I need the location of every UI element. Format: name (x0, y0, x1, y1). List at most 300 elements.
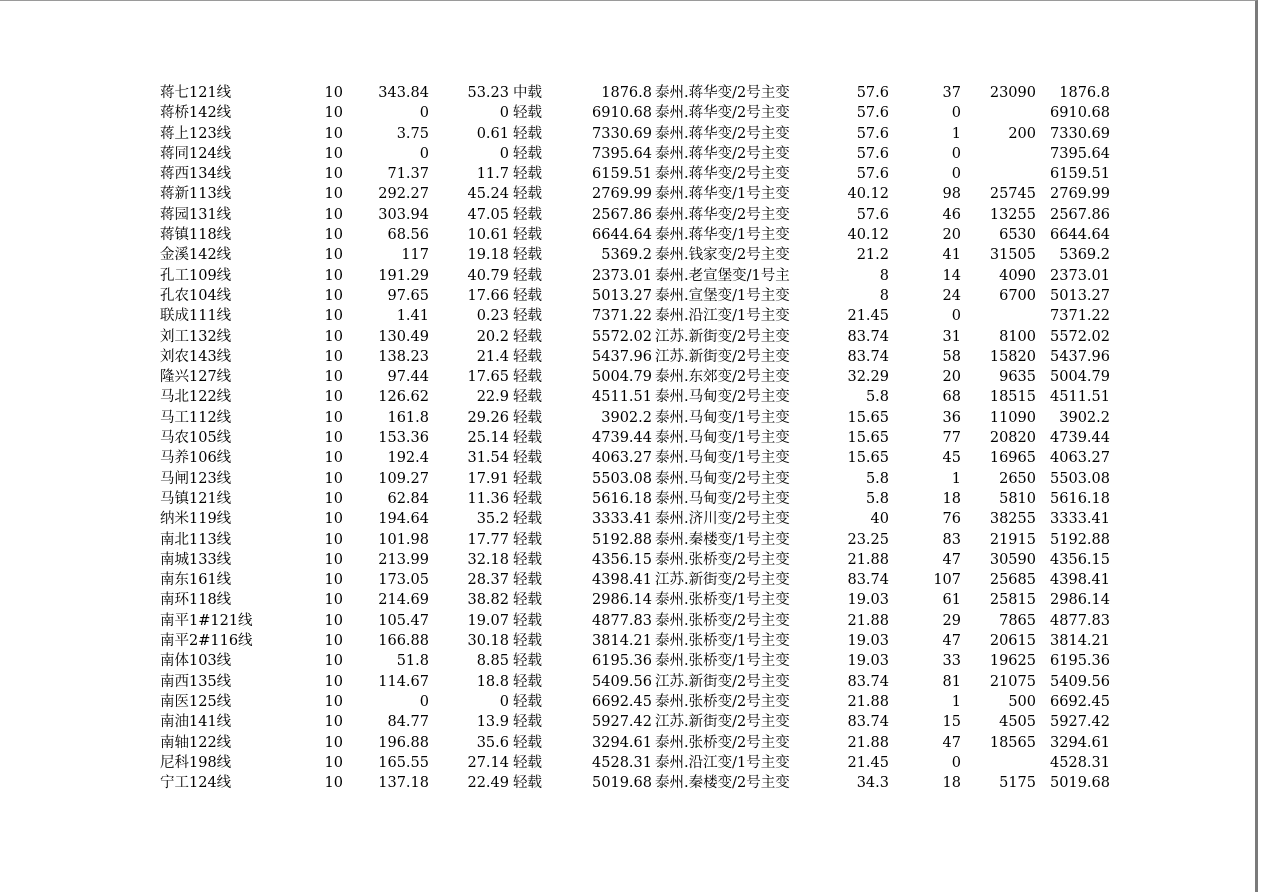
cell-value-a: 191.29 (378, 267, 429, 284)
cell-value-c: 3814.21 (592, 633, 652, 650)
cell-line-name: 马闸123线 (160, 470, 232, 487)
cell-count: 0 (951, 105, 961, 122)
cell-line-name: 南平2#116线 (160, 633, 253, 650)
cell-voltage: 10 (324, 470, 343, 487)
cell-value-b: 35.2 (476, 511, 509, 528)
cell-count: 47 (942, 734, 961, 751)
cell-substation-transformer: 泰州.蒋华变/2号主变 (655, 125, 790, 142)
cell-count: 31 (942, 328, 961, 345)
cell-count: 58 (942, 348, 961, 365)
cell-value-c: 5572.02 (592, 328, 652, 345)
cell-substation-transformer: 江苏.新街变/2号主变 (655, 714, 790, 731)
cell-line-name: 刘工132线 (160, 328, 232, 345)
cell-count: 20 (942, 369, 961, 386)
cell-value-e: 4739.44 (1050, 430, 1110, 447)
cell-value-d: 9635 (999, 369, 1036, 386)
cell-value-d: 23090 (989, 85, 1036, 101)
cell-load-status: 轻载 (513, 308, 542, 325)
cell-load-status: 轻载 (513, 389, 542, 406)
cell-voltage: 10 (324, 572, 343, 589)
cell-voltage: 10 (324, 125, 343, 142)
cell-voltage: 10 (324, 633, 343, 650)
cell-value-c: 2567.86 (592, 206, 652, 223)
cell-count: 1 (951, 693, 961, 710)
cell-substation-transformer: 泰州.马甸变/1号主变 (655, 409, 790, 426)
cell-line-name: 隆兴127线 (160, 369, 232, 386)
cell-value-e: 6195.36 (1050, 653, 1110, 670)
cell-load-status: 轻载 (513, 206, 542, 223)
table-row (160, 692, 1110, 712)
cell-count: 15 (942, 714, 961, 731)
table-row (160, 144, 1110, 164)
cell-voltage: 10 (324, 308, 343, 325)
cell-capacity: 57.6 (856, 145, 889, 162)
cell-value-a: 194.64 (378, 511, 429, 528)
cell-substation-transformer: 泰州.东郊变/2号主变 (655, 369, 790, 386)
cell-voltage: 10 (324, 754, 343, 771)
cell-count: 83 (942, 531, 961, 548)
cell-value-d: 18565 (989, 734, 1036, 751)
cell-voltage: 10 (324, 511, 343, 528)
table-row (160, 184, 1110, 204)
cell-voltage: 10 (324, 693, 343, 710)
cell-line-name: 孔农104线 (160, 287, 232, 304)
cell-load-status: 轻载 (513, 247, 542, 264)
cell-value-c: 3294.61 (592, 734, 652, 751)
cell-count: 18 (942, 490, 961, 507)
cell-value-c: 5437.96 (592, 348, 652, 365)
table-row (160, 428, 1110, 448)
cell-count: 98 (942, 186, 961, 203)
cell-value-a: 214.69 (378, 592, 429, 609)
table-row (160, 773, 1110, 793)
cell-value-c: 3902.2 (601, 409, 652, 426)
cell-value-d: 200 (1008, 125, 1036, 142)
cell-load-status: 轻载 (513, 409, 542, 426)
cell-value-c: 5369.2 (601, 247, 652, 264)
cell-value-c: 6644.64 (592, 227, 652, 244)
table-row (160, 570, 1110, 590)
cell-line-name: 蒋同124线 (160, 145, 232, 162)
cell-value-a: 173.05 (378, 572, 429, 589)
cell-capacity: 57.6 (856, 85, 889, 101)
cell-count: 29 (942, 612, 961, 629)
cell-value-e: 3814.21 (1050, 633, 1110, 650)
cell-value-e: 4877.83 (1050, 612, 1110, 629)
feeder-load-table (160, 83, 1110, 793)
cell-value-e: 4528.31 (1050, 754, 1110, 771)
cell-voltage: 10 (324, 267, 343, 284)
cell-value-c: 5004.79 (592, 369, 652, 386)
cell-line-name: 南体103线 (160, 653, 232, 670)
cell-value-a: 0 (419, 105, 429, 122)
cell-value-b: 40.79 (467, 267, 509, 284)
cell-value-b: 22.9 (476, 389, 509, 406)
cell-value-e: 5019.68 (1050, 775, 1110, 792)
cell-value-d: 21075 (989, 673, 1036, 690)
table-row (160, 631, 1110, 651)
cell-count: 18 (942, 775, 961, 792)
cell-value-a: 0 (419, 145, 429, 162)
cell-capacity: 57.6 (856, 125, 889, 142)
cell-value-a: 97.65 (387, 287, 429, 304)
cell-value-a: 130.49 (378, 328, 429, 345)
cell-value-a: 68.56 (387, 227, 429, 244)
cell-capacity: 21.88 (847, 551, 889, 568)
cell-value-c: 5927.42 (592, 714, 652, 731)
cell-load-status: 轻载 (513, 145, 542, 162)
cell-substation-transformer: 江苏.新街变/2号主变 (655, 673, 790, 690)
cell-value-b: 19.07 (467, 612, 509, 629)
cell-value-c: 5616.18 (592, 490, 652, 507)
cell-line-name: 蒋园131线 (160, 206, 232, 223)
cell-value-c: 2769.99 (592, 186, 652, 203)
cell-capacity: 21.45 (847, 308, 889, 325)
cell-substation-transformer: 泰州.秦楼变/1号主变 (655, 531, 790, 548)
cell-value-a: 165.55 (378, 754, 429, 771)
cell-voltage: 10 (324, 592, 343, 609)
cell-load-status: 轻载 (513, 734, 542, 751)
cell-value-c: 7371.22 (592, 308, 652, 325)
cell-value-a: 51.8 (396, 653, 429, 670)
cell-value-d: 21915 (989, 531, 1036, 548)
cell-value-b: 47.05 (467, 206, 509, 223)
cell-voltage: 10 (324, 287, 343, 304)
cell-capacity: 40.12 (847, 186, 889, 203)
cell-value-a: 0 (419, 693, 429, 710)
cell-value-c: 7395.64 (592, 145, 652, 162)
cell-value-c: 5019.68 (592, 775, 652, 792)
cell-capacity: 83.74 (847, 328, 889, 345)
cell-value-e: 5437.96 (1050, 348, 1110, 365)
cell-value-c: 7330.69 (592, 125, 652, 142)
cell-load-status: 轻载 (513, 105, 542, 122)
cell-line-name: 尼科198线 (160, 754, 232, 771)
table-row (160, 205, 1110, 225)
cell-value-d: 30590 (989, 551, 1036, 568)
cell-load-status: 轻载 (513, 653, 542, 670)
cell-substation-transformer: 江苏.新街变/2号主变 (655, 328, 790, 345)
table-row (160, 164, 1110, 184)
cell-value-c: 6910.68 (592, 105, 652, 122)
cell-capacity: 19.03 (847, 633, 889, 650)
table-row (160, 672, 1110, 692)
cell-load-status: 轻载 (513, 754, 542, 771)
cell-substation-transformer: 泰州.沿江变/1号主变 (655, 754, 790, 771)
cell-value-e: 5013.27 (1050, 287, 1110, 304)
cell-value-a: 153.36 (378, 430, 429, 447)
cell-value-b: 21.4 (476, 348, 509, 365)
cell-count: 41 (942, 247, 961, 264)
cell-value-a: 71.37 (387, 166, 429, 183)
table-row (160, 327, 1110, 347)
cell-line-name: 南城133线 (160, 551, 232, 568)
cell-voltage: 10 (324, 409, 343, 426)
cell-value-c: 4511.51 (592, 389, 652, 406)
cell-load-status: 轻载 (513, 612, 542, 629)
cell-line-name: 马工112线 (160, 409, 232, 426)
cell-load-status: 轻载 (513, 369, 542, 386)
cell-value-d: 4505 (999, 714, 1036, 731)
cell-line-name: 马农105线 (160, 430, 232, 447)
cell-capacity: 32.29 (847, 369, 889, 386)
cell-value-c: 2373.01 (592, 267, 652, 284)
cell-voltage: 10 (324, 673, 343, 690)
table-row (160, 590, 1110, 610)
cell-value-e: 2373.01 (1050, 267, 1110, 284)
cell-value-b: 17.65 (467, 369, 509, 386)
cell-value-b: 27.14 (467, 754, 509, 771)
cell-count: 68 (942, 389, 961, 406)
cell-line-name: 马镇121线 (160, 490, 232, 507)
cell-value-d: 25745 (989, 186, 1036, 203)
cell-load-status: 轻载 (513, 267, 542, 284)
cell-load-status: 轻载 (513, 633, 542, 650)
cell-value-e: 5409.56 (1050, 673, 1110, 690)
cell-substation-transformer: 泰州.马甸变/2号主变 (655, 470, 790, 487)
cell-substation-transformer: 泰州.济川变/2号主变 (655, 511, 790, 528)
cell-value-a: 166.88 (378, 633, 429, 650)
cell-value-a: 3.75 (396, 125, 429, 142)
cell-value-d: 31505 (989, 247, 1036, 264)
cell-value-b: 0.61 (476, 125, 509, 142)
cell-value-b: 11.7 (476, 166, 509, 183)
cell-value-b: 22.49 (467, 775, 509, 792)
cell-load-status: 轻载 (513, 775, 542, 792)
cell-load-status: 中载 (513, 85, 542, 101)
cell-voltage: 10 (324, 430, 343, 447)
cell-capacity: 34.3 (856, 775, 889, 792)
cell-capacity: 40.12 (847, 227, 889, 244)
cell-capacity: 19.03 (847, 653, 889, 670)
cell-value-d: 25685 (989, 572, 1036, 589)
cell-line-name: 金溪142线 (160, 247, 232, 264)
cell-value-d: 6700 (999, 287, 1036, 304)
cell-value-c: 4739.44 (592, 430, 652, 447)
cell-substation-transformer: 泰州.蒋华变/2号主变 (655, 166, 790, 183)
cell-value-a: 126.62 (378, 389, 429, 406)
cell-voltage: 10 (324, 247, 343, 264)
cell-capacity: 83.74 (847, 673, 889, 690)
cell-load-status: 轻载 (513, 328, 542, 345)
cell-value-e: 4063.27 (1050, 450, 1110, 467)
cell-line-name: 南东161线 (160, 572, 232, 589)
cell-line-name: 蒋镇118线 (160, 227, 232, 244)
cell-line-name: 南西135线 (160, 673, 232, 690)
cell-value-a: 213.99 (378, 551, 429, 568)
cell-value-c: 3333.41 (592, 511, 652, 528)
cell-load-status: 轻载 (513, 592, 542, 609)
cell-voltage: 10 (324, 551, 343, 568)
cell-substation-transformer: 泰州.张桥变/2号主变 (655, 551, 790, 568)
cell-value-b: 17.77 (467, 531, 509, 548)
cell-value-c: 5409.56 (592, 673, 652, 690)
cell-voltage: 10 (324, 653, 343, 670)
cell-substation-transformer: 泰州.马甸变/2号主变 (655, 490, 790, 507)
cell-load-status: 轻载 (513, 490, 542, 507)
cell-load-status: 轻载 (513, 450, 542, 467)
cell-voltage: 10 (324, 105, 343, 122)
table-row (160, 712, 1110, 732)
cell-line-name: 蒋西134线 (160, 166, 232, 183)
cell-value-b: 0 (499, 693, 509, 710)
cell-value-e: 5369.2 (1059, 247, 1110, 264)
cell-value-a: 292.27 (378, 186, 429, 203)
cell-line-name: 蒋七121线 (160, 85, 232, 101)
cell-value-e: 7395.64 (1050, 145, 1110, 162)
cell-count: 0 (951, 754, 961, 771)
cell-value-b: 0.23 (476, 308, 509, 325)
cell-value-b: 28.37 (467, 572, 509, 589)
cell-value-b: 17.91 (467, 470, 509, 487)
cell-capacity: 5.8 (865, 490, 889, 507)
table-row (160, 347, 1110, 367)
cell-load-status: 轻载 (513, 551, 542, 568)
cell-voltage: 10 (324, 328, 343, 345)
cell-count: 14 (942, 267, 961, 284)
table-row (160, 83, 1110, 103)
cell-value-e: 3333.41 (1050, 511, 1110, 528)
cell-value-c: 5503.08 (592, 470, 652, 487)
cell-value-e: 6692.45 (1050, 693, 1110, 710)
table-row (160, 306, 1110, 326)
cell-voltage: 10 (324, 734, 343, 751)
cell-voltage: 10 (324, 389, 343, 406)
cell-line-name: 蒋桥142线 (160, 105, 232, 122)
cell-voltage: 10 (324, 490, 343, 507)
cell-value-d (961, 164, 1036, 184)
cell-value-d (961, 103, 1036, 123)
table-body (160, 83, 1110, 793)
cell-value-e: 5192.88 (1050, 531, 1110, 548)
cell-capacity: 21.88 (847, 734, 889, 751)
cell-substation-transformer: 泰州.宣堡变/1号主变 (655, 287, 790, 304)
cell-capacity: 15.65 (847, 430, 889, 447)
cell-value-e: 7371.22 (1050, 308, 1110, 325)
cell-value-e: 4356.15 (1050, 551, 1110, 568)
cell-line-name: 南医125线 (160, 693, 232, 710)
cell-count: 36 (942, 409, 961, 426)
cell-load-status: 轻载 (513, 511, 542, 528)
cell-value-e: 2986.14 (1050, 592, 1110, 609)
cell-count: 37 (942, 85, 961, 101)
cell-value-c: 4356.15 (592, 551, 652, 568)
cell-value-d: 18515 (989, 389, 1036, 406)
cell-line-name: 联成111线 (160, 308, 232, 325)
cell-substation-transformer: 泰州.老宣堡变/1号主 (655, 267, 790, 284)
cell-value-c: 5013.27 (592, 287, 652, 304)
cell-value-a: 343.84 (378, 85, 429, 101)
cell-value-c: 6692.45 (592, 693, 652, 710)
cell-capacity: 15.65 (847, 450, 889, 467)
cell-load-status: 轻载 (513, 430, 542, 447)
cell-count: 46 (942, 206, 961, 223)
cell-value-d: 11090 (989, 409, 1036, 426)
table-row (160, 103, 1110, 123)
cell-value-d: 20820 (989, 430, 1036, 447)
cell-count: 77 (942, 430, 961, 447)
cell-substation-transformer: 江苏.新街变/2号主变 (655, 348, 790, 365)
cell-capacity: 21.88 (847, 612, 889, 629)
cell-capacity: 83.74 (847, 348, 889, 365)
cell-substation-transformer: 泰州.蒋华变/1号主变 (655, 186, 790, 203)
cell-value-c: 2986.14 (592, 592, 652, 609)
cell-value-e: 7330.69 (1050, 125, 1110, 142)
cell-count: 61 (942, 592, 961, 609)
cell-value-d (961, 306, 1036, 326)
table-row (160, 124, 1110, 144)
table-row (160, 611, 1110, 631)
cell-line-name: 南环118线 (160, 592, 232, 609)
cell-capacity: 40 (870, 511, 889, 528)
cell-value-d: 6530 (999, 227, 1036, 244)
cell-value-e: 1876.8 (1059, 85, 1110, 101)
cell-count: 76 (942, 511, 961, 528)
cell-value-d: 7865 (999, 612, 1036, 629)
table-row (160, 266, 1110, 286)
cell-value-a: 62.84 (387, 490, 429, 507)
cell-capacity: 5.8 (865, 470, 889, 487)
cell-value-a: 1.41 (396, 308, 429, 325)
cell-count: 1 (951, 470, 961, 487)
cell-substation-transformer: 泰州.马甸变/1号主变 (655, 450, 790, 467)
cell-voltage: 10 (324, 531, 343, 548)
cell-value-b: 0 (499, 105, 509, 122)
cell-capacity: 5.8 (865, 389, 889, 406)
cell-count: 45 (942, 450, 961, 467)
cell-value-d: 8100 (999, 328, 1036, 345)
cell-load-status: 轻载 (513, 572, 542, 589)
cell-value-c: 4398.41 (592, 572, 652, 589)
cell-capacity: 23.25 (847, 531, 889, 548)
cell-value-a: 192.4 (387, 450, 429, 467)
table-row (160, 225, 1110, 245)
cell-value-a: 97.44 (387, 369, 429, 386)
cell-substation-transformer: 泰州.蒋华变/2号主变 (655, 85, 790, 101)
cell-voltage: 10 (324, 612, 343, 629)
cell-voltage: 10 (324, 450, 343, 467)
table-row (160, 530, 1110, 550)
cell-value-b: 32.18 (467, 551, 509, 568)
cell-substation-transformer: 泰州.张桥变/2号主变 (655, 734, 790, 751)
cell-count: 81 (942, 673, 961, 690)
cell-value-d: 38255 (989, 511, 1036, 528)
cell-load-status: 轻载 (513, 348, 542, 365)
cell-substation-transformer: 泰州.蒋华变/1号主变 (655, 227, 790, 244)
cell-value-c: 4877.83 (592, 612, 652, 629)
cell-value-b: 30.18 (467, 633, 509, 650)
cell-voltage: 10 (324, 145, 343, 162)
cell-capacity: 83.74 (847, 714, 889, 731)
cell-value-d: 20615 (989, 633, 1036, 650)
cell-load-status: 轻载 (513, 714, 542, 731)
cell-substation-transformer: 泰州.张桥变/1号主变 (655, 633, 790, 650)
cell-value-b: 13.9 (476, 714, 509, 731)
cell-line-name: 刘农143线 (160, 348, 232, 365)
cell-count: 20 (942, 227, 961, 244)
cell-substation-transformer: 泰州.沿江变/1号主变 (655, 308, 790, 325)
cell-capacity: 21.2 (856, 247, 889, 264)
cell-value-a: 109.27 (378, 470, 429, 487)
cell-value-c: 4528.31 (592, 754, 652, 771)
cell-value-e: 5004.79 (1050, 369, 1110, 386)
cell-substation-transformer: 泰州.张桥变/2号主变 (655, 612, 790, 629)
cell-count: 107 (933, 572, 961, 589)
cell-value-e: 5503.08 (1050, 470, 1110, 487)
cell-value-e: 6910.68 (1050, 105, 1110, 122)
cell-value-a: 105.47 (378, 612, 429, 629)
table-row (160, 550, 1110, 570)
